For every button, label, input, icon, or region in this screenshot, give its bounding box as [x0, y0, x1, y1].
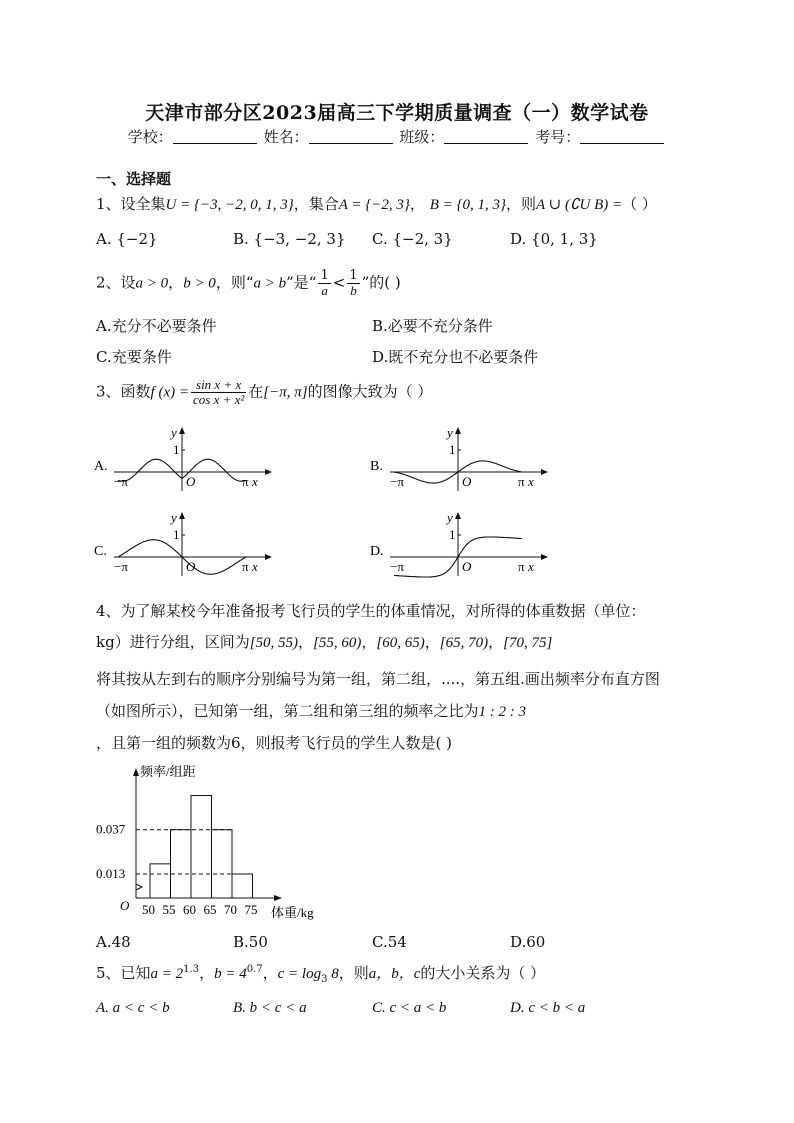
x-axis-arrow	[274, 895, 282, 901]
q4-comma: ，	[298, 633, 314, 651]
question-5-stem	[96, 962, 545, 985]
histogram-bar	[150, 864, 171, 898]
histogram-bars	[150, 796, 253, 898]
graph-option-label: A.	[94, 459, 108, 474]
graph-option-label: C.	[94, 544, 107, 559]
q3-denominator: cos x + x²	[192, 392, 245, 407]
q4-option-a[interactable]: A.48	[96, 933, 131, 951]
question-4-line-5: ，且第一组的频数为6，则报考飞行员的学生人数是( )	[96, 734, 453, 752]
q2-text: ”是“	[286, 273, 317, 292]
tick-label-neg-pi: −π	[390, 559, 404, 574]
q2-frac1-num: 1	[320, 268, 329, 283]
origin-label: O	[120, 898, 130, 913]
tick-label-one: 1	[449, 527, 456, 542]
q4-interval-5: [70, 75]	[503, 635, 553, 651]
origin-label: O	[186, 559, 196, 574]
x-tick-label: 75	[244, 902, 258, 917]
q3-text: 的图像大致为（ ）	[307, 382, 433, 401]
q3-interval: [−π, π]	[263, 384, 308, 401]
q5-text: ，	[199, 964, 215, 982]
y-axis-label: y	[447, 510, 453, 525]
tick-label-pi: π	[242, 474, 249, 489]
class-blank[interactable]	[444, 129, 528, 144]
x-axis-label: x	[528, 559, 534, 574]
x-tick-label: 50	[142, 902, 155, 917]
q2-text: ，则“	[215, 273, 254, 292]
q4-histogram	[92, 760, 342, 925]
q2-fraction-1	[318, 269, 330, 298]
tick-label-one: 1	[173, 527, 180, 542]
q5-text: ，	[262, 964, 278, 982]
q4-option-d[interactable]: D.60	[510, 933, 546, 951]
q2-condition-ab: a > b	[253, 275, 287, 292]
q5-option-d-text: D. c < b < a	[510, 1000, 586, 1016]
origin-label: O	[186, 474, 196, 489]
y-tick-label: 0.037	[96, 821, 126, 837]
q3-text: 在	[248, 382, 264, 401]
q4-option-c[interactable]: C.54	[372, 933, 407, 951]
histogram-bar	[232, 874, 253, 898]
question-3-stem	[96, 378, 432, 407]
origin-label: O	[462, 474, 472, 489]
q2-option-b[interactable]: B.必要不充分条件	[372, 317, 493, 335]
q2-text: 2、设	[96, 273, 136, 292]
axis-break-mark	[136, 884, 142, 890]
q2-option-a[interactable]: A.充分不必要条件	[96, 317, 217, 335]
q1-text: ，集合	[293, 195, 339, 213]
q2-less-than: <	[332, 273, 346, 292]
y-axis-arrow	[179, 427, 185, 434]
tick-label-neg-pi: −π	[114, 559, 128, 574]
q3-fraction	[191, 378, 246, 407]
q5-option-c[interactable]	[372, 998, 446, 1017]
q3-graph-c[interactable]	[92, 510, 282, 580]
q1-text: ，则	[506, 195, 537, 213]
x-tick-label: 70	[224, 902, 237, 917]
histogram-bar	[212, 830, 233, 898]
y-axis-label: 频率/组距	[140, 764, 196, 779]
q2-condition-b: b > 0	[183, 275, 216, 292]
q3-graph-d[interactable]	[368, 510, 558, 580]
q3-graph-b[interactable]	[368, 425, 558, 495]
y-axis-arrow	[179, 512, 185, 519]
tick-label-pi: π	[518, 474, 525, 489]
q5-b-exponent: 0.7	[246, 964, 263, 975]
q1-set-u: U = {−3, −2, 0, 1, 3}	[165, 197, 294, 213]
x-axis-arrow	[541, 469, 548, 475]
q4-ratio: 1 : 2 : 3	[478, 704, 527, 720]
y-axis-arrow	[133, 768, 139, 776]
q4-text: （如图所示），已知第一组，第二组和第三组的频率之比为	[96, 702, 479, 720]
graph-option-label: B.	[370, 459, 383, 474]
q4-interval-3: [60, 65)	[376, 635, 425, 651]
q5-text: ，则	[338, 964, 369, 982]
x-axis-arrow	[265, 554, 272, 560]
tick-label-one: 1	[173, 442, 180, 457]
q3-graph-a[interactable]	[92, 425, 282, 495]
q2-frac2-num: 1	[349, 268, 358, 283]
school-label: 学校：	[127, 128, 173, 146]
q5-a-definition: a = 2	[150, 966, 184, 982]
q4-option-b[interactable]: B.50	[233, 933, 268, 951]
q5-variables: a，b，c	[368, 966, 421, 982]
exam-title: 天津市部分区2023届高三下学期质量调查（一）数学试卷	[145, 102, 649, 124]
school-blank[interactable]	[173, 129, 257, 144]
x-axis-label: x	[252, 559, 258, 574]
x-axis-arrow	[265, 469, 272, 475]
q5-c-log-base: 3	[321, 974, 328, 985]
x-tick-label: 55	[162, 902, 176, 917]
q1-option-a[interactable]: A. {−2}	[96, 230, 158, 248]
x-axis-arrow	[541, 554, 548, 560]
question-1-stem	[96, 193, 657, 214]
q2-frac1-den: a	[321, 283, 328, 298]
histogram-axes	[133, 768, 282, 901]
origin-label: O	[462, 559, 472, 574]
q1-set-a: A = {−2, 3}	[338, 197, 410, 213]
q4-comma: ，	[361, 633, 377, 651]
q4-interval-2: [55, 60)	[313, 635, 362, 651]
histogram-bar	[171, 830, 192, 898]
x-axis-label: 体重/kg	[271, 905, 314, 920]
y-axis-label: y	[447, 425, 453, 440]
q2-frac2-den: b	[350, 283, 357, 298]
q4-comma: ，	[488, 633, 504, 651]
y-axis-label: y	[171, 510, 177, 525]
q1-set-b: B = {0, 1, 3}	[429, 197, 506, 213]
q4-interval-1: [50, 55)	[249, 635, 299, 651]
name-label: 姓名：	[263, 128, 309, 146]
q2-fraction-2	[347, 269, 359, 298]
question-4-line-1: 4、为了解某校今年准备报考飞行员的学生的体重情况，对所得的体重数据（单位：	[96, 602, 646, 620]
x-axis-label: x	[252, 474, 258, 489]
q5-option-d[interactable]	[510, 998, 585, 1017]
q5-option-b[interactable]	[233, 998, 307, 1017]
question-4-line-4	[96, 700, 526, 721]
tick-label-neg-pi: −π	[114, 474, 128, 489]
tick-label-neg-pi: −π	[390, 474, 404, 489]
q5-text: 的大小关系为（ ）	[420, 964, 546, 982]
q4-comma: ，	[424, 633, 440, 651]
q1-text: ，	[409, 195, 425, 213]
q3-text: 3、函数	[96, 382, 151, 401]
q1-option-c[interactable]: C. {−2, 3}	[372, 230, 453, 248]
y-tick-label: 0.013	[96, 866, 126, 881]
y-axis-arrow	[455, 512, 461, 519]
q5-c-log-argument: 8	[327, 966, 339, 982]
question-4-line-2	[96, 631, 552, 652]
q2-text: ，	[168, 273, 184, 292]
q5-option-b-text: B. b < c < a	[233, 1000, 307, 1016]
question-4-line-3: 将其按从左到右的顺序分别编号为第一组，第二组，....，第五组.画出频率分布直方图	[96, 670, 660, 688]
q4-text: kg）进行分组，区间为	[96, 633, 250, 651]
tick-label-pi: π	[242, 559, 249, 574]
section-heading: 一、选择题	[96, 170, 172, 188]
q3-function-name: f (x) =	[150, 384, 189, 401]
q5-a-exponent: 1.3	[183, 964, 200, 975]
y-axis-arrow	[455, 427, 461, 434]
q1-answer-paren: （ ）	[622, 195, 657, 213]
x-axis-label: x	[528, 474, 534, 489]
tick-label-one: 1	[449, 442, 456, 457]
q5-c-definition: c = log	[277, 966, 322, 982]
x-tick-label: 65	[203, 902, 217, 917]
question-2-stem	[96, 269, 401, 298]
graph-option-label: D.	[370, 544, 384, 559]
name-blank[interactable]	[309, 129, 393, 144]
q1-expression: A ∪ (∁U B) =	[536, 197, 623, 213]
q1-option-d[interactable]: D. {0, 1, 3}	[510, 230, 598, 248]
class-label: 班级：	[399, 128, 445, 146]
q5-b-definition: b = 4	[214, 966, 247, 982]
q5-option-c-text: C. c < a < b	[372, 1000, 447, 1016]
y-axis-label: y	[171, 425, 177, 440]
q1-text: 1、设全集	[96, 195, 166, 213]
q4-interval-4: [65, 70)	[439, 635, 489, 651]
student-info-row	[0, 126, 794, 147]
exam-number-blank[interactable]	[580, 129, 664, 144]
q5-option-a[interactable]	[96, 998, 170, 1017]
q1-option-b[interactable]: B. {−3, −2, 3}	[233, 230, 346, 248]
q2-option-c[interactable]: C.充要条件	[96, 348, 172, 366]
histogram-bar	[191, 796, 212, 898]
q5-option-a-text: A. a < c < b	[96, 1000, 170, 1016]
x-tick-label: 60	[183, 902, 196, 917]
q2-condition-a: a > 0	[135, 275, 169, 292]
q2-text: ”的( )	[361, 273, 401, 292]
q5-text: 5、已知	[96, 964, 151, 982]
exam-number-label: 考号：	[535, 128, 581, 146]
histogram-labels	[96, 764, 314, 920]
tick-label-pi: π	[518, 559, 525, 574]
q2-option-d[interactable]: D.既不充分也不必要条件	[372, 348, 539, 366]
q3-numerator: sin x + x	[191, 378, 246, 393]
